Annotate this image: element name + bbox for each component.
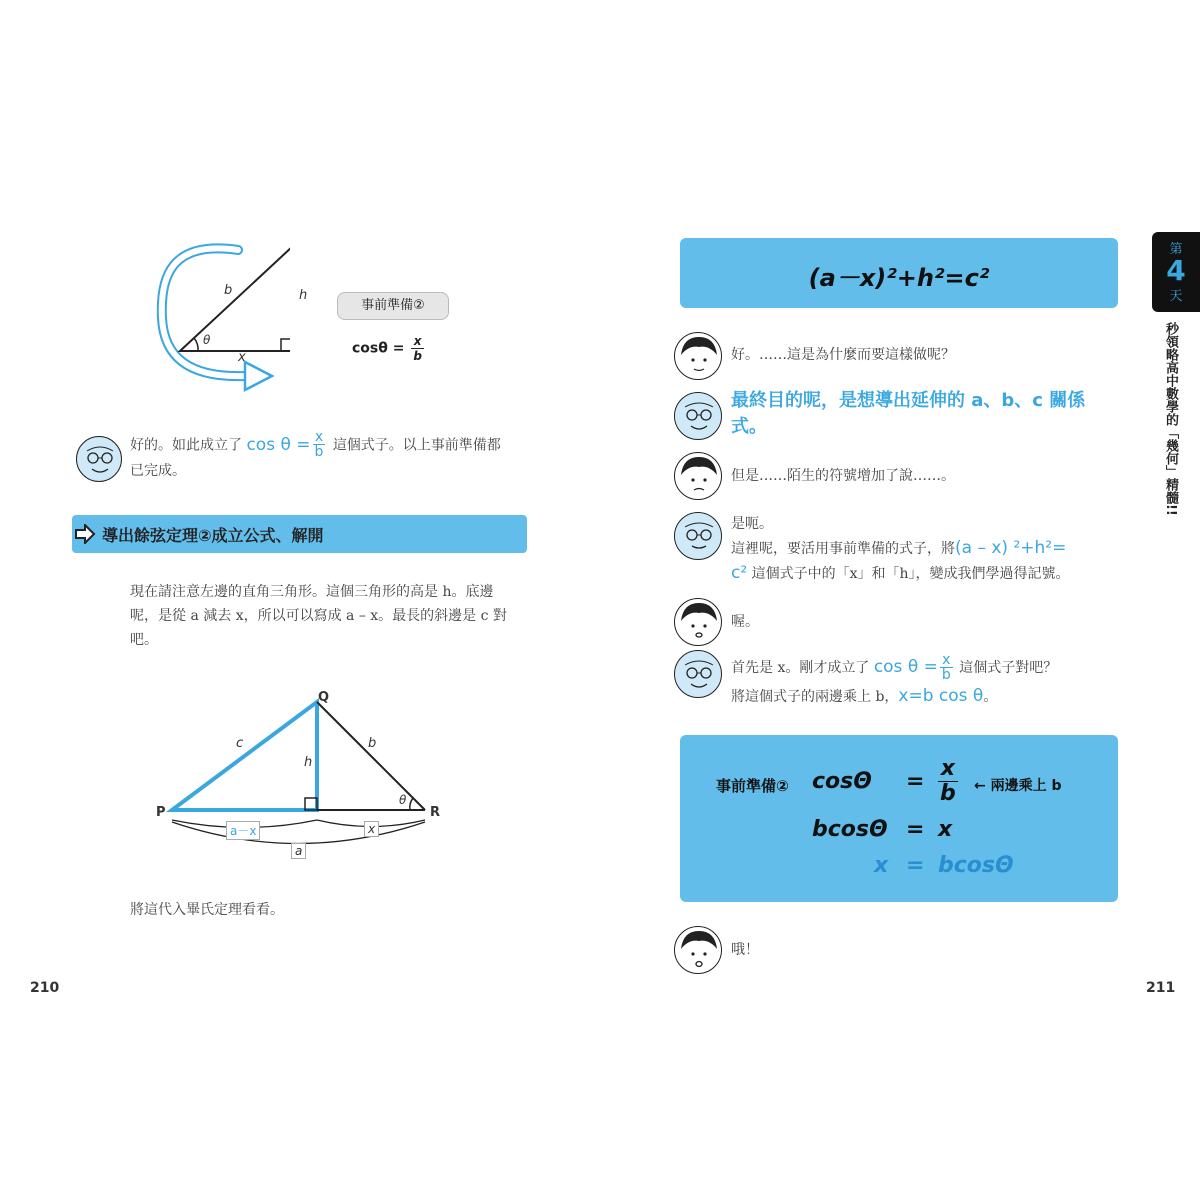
derivation-row1-frac xyxy=(938,757,958,806)
teacher-avatar xyxy=(674,392,722,440)
para2-line3: 吧。 xyxy=(130,632,158,648)
teacher-avatar xyxy=(76,436,122,482)
para2-line1: 現在請注意左邊的直角三角形。這個三角形的高是 h。底邊 xyxy=(130,584,494,600)
prep-formula-num: x xyxy=(411,334,424,349)
section-heading-text: 導出餘弦定理②成立公式、解開 xyxy=(102,526,324,545)
dialog-6-formula-lhs: cos θ = xyxy=(873,657,938,677)
page-number-left: 210 xyxy=(30,980,60,996)
student-avatar xyxy=(674,452,722,500)
dialog-6-line2-formula: x=b cos θ xyxy=(898,686,984,706)
diagram2-label-a: a xyxy=(291,843,306,859)
para1-line2: 已完成。 xyxy=(130,463,186,479)
diagram2-label-theta: θ xyxy=(399,793,407,807)
derivation-row1-eq: = xyxy=(906,769,925,794)
derivation-row2-lhs: bcosΘ xyxy=(812,817,888,842)
diagram1-label-x: x xyxy=(238,350,246,365)
triangle-pqr-diagram xyxy=(150,690,450,860)
dialog-6-formula xyxy=(873,651,955,683)
dialog-4-formula-cont: c² xyxy=(731,563,748,583)
prep-formula xyxy=(352,334,426,363)
student-avatar xyxy=(674,926,722,974)
student-avatar xyxy=(674,332,722,380)
chapter-tab xyxy=(1152,232,1200,312)
diagram2-label-x: x xyxy=(364,821,379,837)
diagram2-label-b: b xyxy=(368,736,377,751)
right-triangle-diagram xyxy=(150,238,290,398)
dialog-4-line3-post: 這個式子中的「x」和「h」，變成我們學過得記號。 xyxy=(751,566,1070,582)
para1-post: 這個式子。以上事前準備都 xyxy=(332,437,501,454)
para1-formula-den: b xyxy=(314,444,324,460)
derivation-row3-rhs: bcosΘ xyxy=(938,853,1014,878)
page-number-right: 211 xyxy=(1146,980,1176,996)
diagram2-label-P: P xyxy=(156,805,166,820)
dialog-2-line1: 最終目的呢，是想導出延伸的 a、b、c 關係 xyxy=(731,390,1086,411)
section-heading xyxy=(72,515,527,553)
derivation-row1-note: ← 兩邊乘上 b xyxy=(974,778,1062,794)
prep-formula-lhs: cosθ = xyxy=(352,340,405,357)
diagram2-label-c: c xyxy=(236,736,244,751)
prep-badge xyxy=(337,292,449,320)
diagram2-label-R: R xyxy=(430,805,441,820)
para2-line2: 呢，是從 a 減去 x，所以可以寫成 a – x。最長的斜邊是 c 對 xyxy=(130,608,507,624)
arrow-right-icon xyxy=(74,524,96,544)
dialog-4-line1: 是呃。 xyxy=(731,516,773,532)
diagram2-label-h: h xyxy=(304,755,313,770)
para1-formula xyxy=(246,429,332,460)
top-formula-box xyxy=(680,238,1118,308)
para1-pre: 好的。如此成立了 xyxy=(130,437,242,454)
top-formula: (a－x)²+h²=c² xyxy=(808,264,990,292)
dialog-6-text xyxy=(731,650,1131,709)
teacher-avatar xyxy=(674,512,722,560)
diagram1-label-b: b xyxy=(224,283,233,298)
dialog-4-line2-pre: 這裡呢，要活用事前準備的式子，將 xyxy=(731,541,955,557)
chapter-tab-number: 4 xyxy=(1166,254,1186,287)
para1-formula-num: x xyxy=(313,430,326,445)
prep-badge-label: 事前準備② xyxy=(361,298,425,313)
side-title: 秒領略高中數學的「幾何」精髓!! xyxy=(1163,322,1178,516)
dialog-6-line1-post: 這個式子對吧？ xyxy=(959,660,1058,676)
chapter-tab-top: 第 xyxy=(1169,242,1183,257)
derivation-box xyxy=(680,735,1118,902)
teacher-avatar xyxy=(674,650,722,698)
dialog-5-text: 喔。 xyxy=(731,614,759,630)
derivation-row2-eq: = xyxy=(906,817,925,842)
para2 xyxy=(130,580,530,652)
para1 xyxy=(130,430,530,483)
diagram2-label-Q: Q xyxy=(318,690,330,705)
derivation-row1-lhs: cosΘ xyxy=(812,769,872,794)
prep-formula-den: b xyxy=(413,349,422,363)
dialog-2-line2: 式。 xyxy=(731,416,767,437)
dialog-4-text xyxy=(731,512,1131,586)
derivation-row3-lhs: x xyxy=(874,853,889,878)
dialog-4-formula: (a – x) ²+h²= xyxy=(955,538,1067,558)
dialog-6-formula-num: x xyxy=(940,653,953,668)
derivation-row2-rhs: x xyxy=(938,817,953,842)
diagram1-label-h: h xyxy=(299,288,308,303)
dialog-7-text: 哦！ xyxy=(731,942,759,958)
derivation-row1-num: x xyxy=(938,757,958,782)
dialog-6-line2-post: 。 xyxy=(983,689,998,705)
para1-formula-lhs: cos θ = xyxy=(246,434,311,455)
dialog-2-text xyxy=(731,388,1131,440)
para3: 將這代入畢氏定理看看。 xyxy=(130,902,284,918)
derivation-row1-den: b xyxy=(940,781,956,806)
derivation-row3-eq: = xyxy=(906,853,925,878)
student-avatar xyxy=(674,598,722,646)
dialog-3-text: 但是……陌生的符號增加了說……。 xyxy=(731,468,955,484)
chapter-tab-bottom: 天 xyxy=(1169,289,1183,304)
dialog-6-formula-den: b xyxy=(941,666,951,683)
diagram1-label-theta: θ xyxy=(203,333,211,347)
derivation-row1-label: 事前準備② xyxy=(716,777,789,795)
diagram2-label-a-minus-x: a－x xyxy=(226,821,260,840)
dialog-6-line2-pre: 將這個式子的兩邊乘上 b， xyxy=(731,689,899,705)
dialog-1-text: 好。……這是為什麼而要這樣做呢？ xyxy=(731,347,955,363)
dialog-6-line1-pre: 首先是 x。剛才成立了 xyxy=(731,660,870,676)
